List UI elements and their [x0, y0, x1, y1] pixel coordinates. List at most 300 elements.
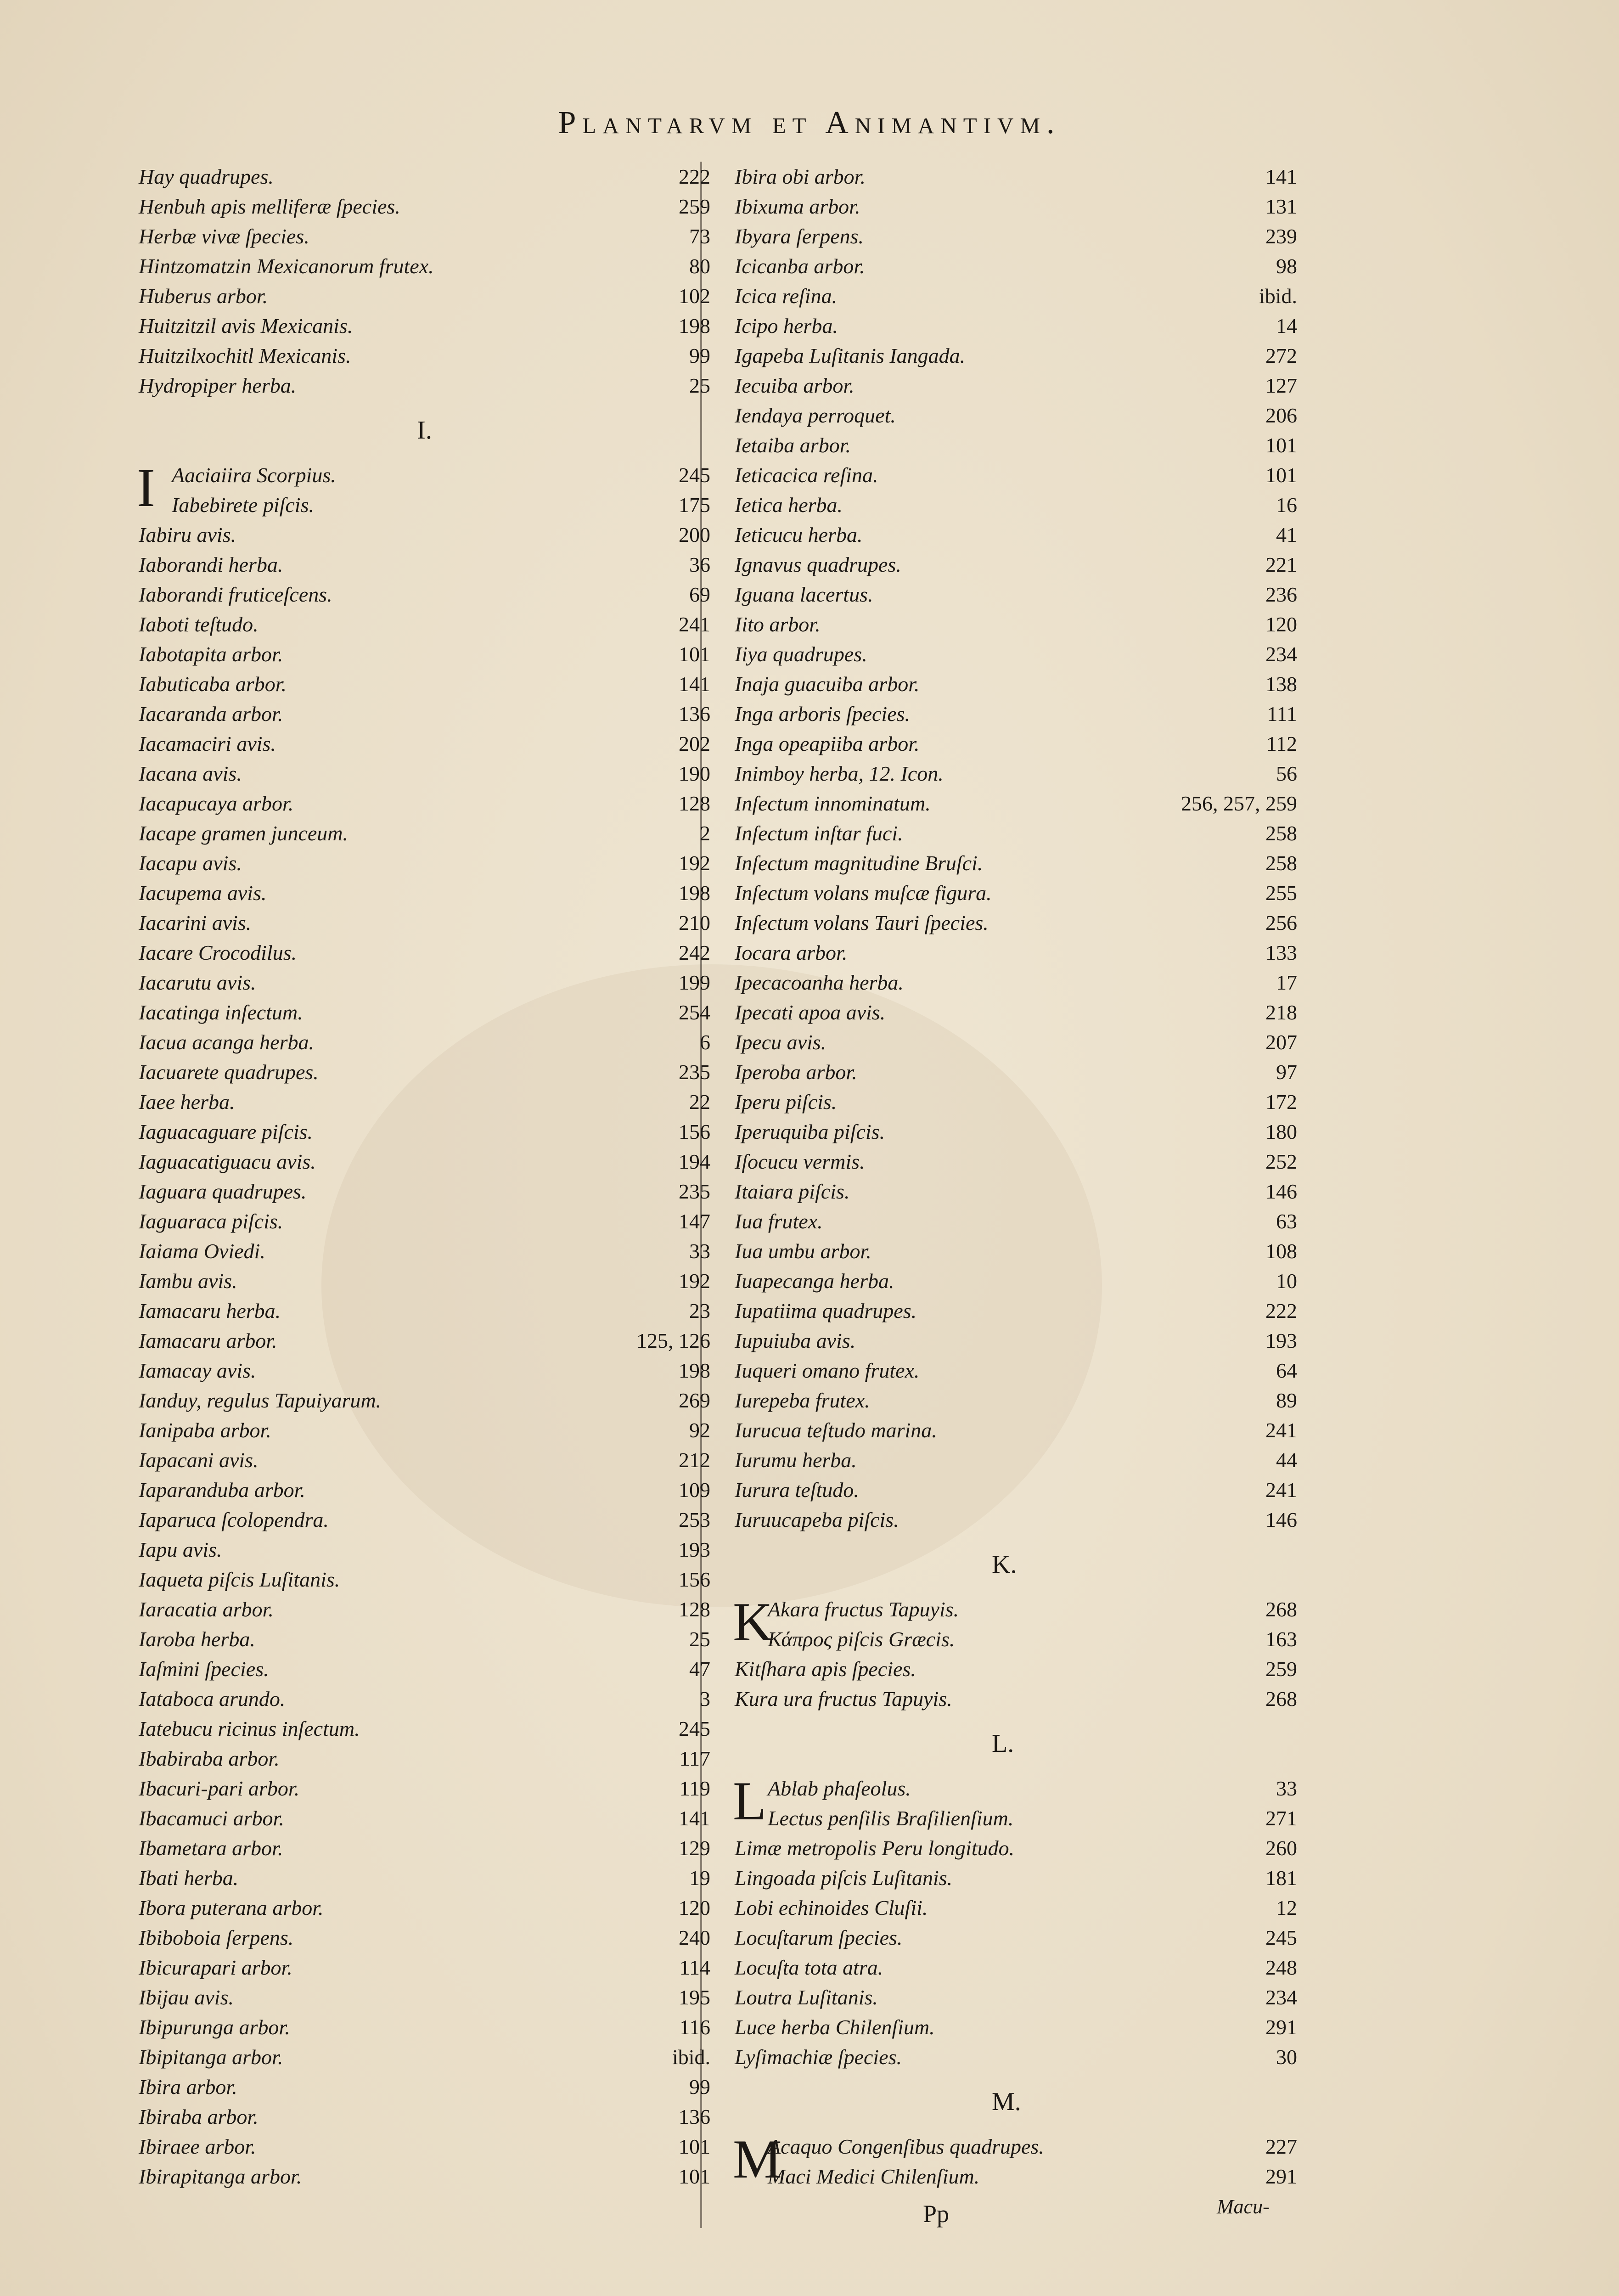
- index-entry: [735, 2161, 1297, 2191]
- index-entry: [735, 1654, 1297, 1684]
- index-entry: [139, 1714, 710, 1744]
- entry-name: Ianduy, regulus Tapuiyarum.: [139, 1389, 382, 1412]
- entry-page: 192: [679, 851, 710, 875]
- entry-name: Ablab phaſeolus.: [768, 1777, 911, 1800]
- entry-name: Ieticacica reſina.: [735, 463, 878, 487]
- entry-page: 222: [1265, 1299, 1297, 1322]
- entry-name: Iupatiima quadrupes.: [735, 1299, 917, 1322]
- entry-page: 268: [1265, 1687, 1297, 1711]
- index-entry: [735, 1117, 1297, 1147]
- entry-name: Kitſhara apis ſpecies.: [735, 1657, 916, 1681]
- entry-page: 234: [1265, 642, 1297, 666]
- index-entry: [735, 520, 1297, 550]
- index-entry: [735, 1475, 1297, 1505]
- index-entry: [139, 699, 710, 729]
- entry-page: 2: [700, 822, 710, 845]
- entry-page: 141: [679, 1806, 710, 1830]
- entry-page: 236: [1265, 583, 1297, 606]
- signature-mark: Pp: [923, 2200, 950, 2228]
- entry-name: Iſocucu vermis.: [735, 1150, 865, 1173]
- drop-cap: K: [733, 1591, 773, 1652]
- entry-name: Iacaranda arbor.: [139, 702, 283, 726]
- entry-page: 156: [679, 1120, 710, 1143]
- index-entry: [139, 1923, 710, 1953]
- entry-page: 198: [679, 881, 710, 905]
- entry-name: Iaqueta piſcis Luſitanis.: [139, 1568, 340, 1591]
- entry-page: 207: [1265, 1030, 1297, 1054]
- entry-page: 193: [679, 1538, 710, 1561]
- entry-name: Iacupema avis.: [139, 881, 267, 905]
- entry-name: Huitzitzil avis Mexicanis.: [139, 314, 353, 338]
- index-entry: [735, 669, 1297, 699]
- entry-name: Lobi echinoides Cluſii.: [735, 1896, 928, 1919]
- entry-name: Inga opeapiiba arbor.: [735, 732, 920, 755]
- entry-name: Iurepeba frutex.: [735, 1389, 870, 1412]
- index-entry: [139, 1027, 710, 1057]
- drop-cap: L: [733, 1770, 767, 1831]
- entry-page: 175: [679, 493, 710, 517]
- entry-name: Ipecu avis.: [735, 1030, 826, 1054]
- entry-name: Limæ metropolis Peru longitudo.: [735, 1836, 1015, 1860]
- entry-page: 193: [1265, 1329, 1297, 1352]
- entry-page: 245: [679, 1717, 710, 1740]
- index-entry: [735, 609, 1297, 639]
- entry-name: Iabuticaba arbor.: [139, 672, 287, 696]
- section-heading-i: I.: [417, 416, 432, 445]
- entry-page: 99: [689, 2075, 710, 2099]
- index-entry: [139, 729, 710, 759]
- index-entry: [139, 1356, 710, 1385]
- entry-page: 125, 126: [636, 1329, 710, 1352]
- index-entry: [139, 1863, 710, 1893]
- index-entry: [139, 490, 710, 520]
- entry-name: Ibabiraba arbor.: [139, 1747, 280, 1770]
- entry-name: Herbæ vivæ ſpecies.: [139, 225, 309, 248]
- entry-name: Iuapecanga herba.: [735, 1269, 894, 1293]
- entry-name: Iurucua teſtudo marina.: [735, 1418, 937, 1442]
- entry-name: Inga arboris ſpecies.: [735, 702, 911, 726]
- index-entry: [139, 1833, 710, 1863]
- entry-name: Iamacaru arbor.: [139, 1329, 277, 1352]
- index-entry: [139, 1057, 710, 1087]
- entry-page: 180: [1265, 1120, 1297, 1143]
- index-entry: [735, 1266, 1297, 1296]
- entry-name: Iocara arbor.: [735, 941, 848, 964]
- index-entry: [139, 1296, 710, 1326]
- entry-name: Iperoba arbor.: [735, 1060, 857, 1084]
- entry-name: Ietaiba arbor.: [735, 433, 851, 457]
- entry-page: 141: [1265, 165, 1297, 188]
- section-heading-m: M.: [992, 2088, 1021, 2116]
- entry-page: 41: [1276, 523, 1297, 546]
- entry-page: 254: [679, 1001, 710, 1024]
- entry-name: Iacuarete quadrupes.: [139, 1060, 319, 1084]
- index-entry: [735, 1863, 1297, 1893]
- entry-name: Icicanba arbor.: [735, 254, 865, 278]
- entry-name: Inaja guacuiba arbor.: [735, 672, 920, 696]
- entry-name: Ibixuma arbor.: [735, 195, 860, 218]
- entry-page: 98: [1276, 254, 1297, 278]
- catchword: Macu-: [1217, 2195, 1270, 2218]
- index-entry: [139, 968, 710, 997]
- index-entry: [735, 490, 1297, 520]
- entry-name: Iaiama Oviedi.: [139, 1239, 265, 1263]
- entry-page: 241: [1265, 1418, 1297, 1442]
- entry-name: Luce herba Chilenſium.: [735, 2015, 935, 2039]
- entry-name: Hydropiper herba.: [139, 374, 297, 397]
- index-entry: [735, 162, 1297, 191]
- index-entry: [735, 1027, 1297, 1057]
- index-entry: [735, 1982, 1297, 2012]
- entry-name: Hay quadrupes.: [139, 165, 274, 188]
- entry-page: 291: [1265, 2015, 1297, 2039]
- entry-page: 19: [689, 1866, 710, 1890]
- index-entry: [139, 639, 710, 669]
- index-entry: [735, 2042, 1297, 2072]
- index-entry: [139, 281, 710, 311]
- index-entry: [139, 1684, 710, 1714]
- index-entry: [735, 1087, 1297, 1117]
- entry-name: Iaborandi herba.: [139, 553, 283, 576]
- entry-name: Iamacay avis.: [139, 1359, 256, 1382]
- entry-name: Iaparanduba arbor.: [139, 1478, 305, 1502]
- index-entry: [735, 1326, 1297, 1356]
- entry-page: 256: [1265, 911, 1297, 934]
- entry-name: Inſectum inſtar fuci.: [735, 822, 903, 845]
- entry-page: 200: [679, 523, 710, 546]
- entry-page: 69: [689, 583, 710, 606]
- entry-name: Iurura teſtudo.: [735, 1478, 859, 1502]
- entry-page: 36: [689, 553, 710, 576]
- entry-page: 163: [1265, 1627, 1297, 1651]
- index-entry: [139, 1475, 710, 1505]
- entry-page: ibid.: [1259, 284, 1297, 308]
- index-entry: [735, 550, 1297, 580]
- index-entry: [139, 550, 710, 580]
- entry-page: 212: [679, 1448, 710, 1472]
- entry-page: 25: [689, 1627, 710, 1651]
- entry-page: 181: [1265, 1866, 1297, 1890]
- entry-name: Igapeba Luſitanis Iangada.: [735, 344, 966, 367]
- entry-page: 101: [1265, 463, 1297, 487]
- entry-name: Ipecati apoa avis.: [735, 1001, 886, 1024]
- index-entry: [139, 1953, 710, 1982]
- entry-name: Iambu avis.: [139, 1269, 237, 1293]
- entry-page: 102: [679, 284, 710, 308]
- entry-page: 25: [689, 374, 710, 397]
- entry-name: Akara fructus Tapuyis.: [768, 1598, 959, 1621]
- entry-name: Inſectum innominatum.: [735, 792, 931, 815]
- entry-page: 259: [679, 195, 710, 218]
- entry-page: 33: [1276, 1777, 1297, 1800]
- entry-name: Huberus arbor.: [139, 284, 268, 308]
- entry-name: Ipecacoanha herba.: [735, 971, 904, 994]
- entry-page: 271: [1265, 1806, 1297, 1830]
- entry-page: 198: [679, 1359, 710, 1382]
- entry-name: Iacua acanga herba.: [139, 1030, 314, 1054]
- entry-page: 291: [1265, 2165, 1297, 2188]
- entry-page: 22: [689, 1090, 710, 1114]
- index-entry: [735, 341, 1297, 371]
- entry-page: 138: [1265, 672, 1297, 696]
- index-entry: [139, 580, 710, 609]
- entry-name: Ibiboboia ſerpens.: [139, 1926, 294, 1949]
- entry-page: 101: [1265, 433, 1297, 457]
- entry-page: 136: [679, 702, 710, 726]
- index-entry: [139, 1654, 710, 1684]
- entry-page: 198: [679, 314, 710, 338]
- entry-page: 136: [679, 2105, 710, 2128]
- entry-page: 146: [1265, 1180, 1297, 1203]
- entry-name: Iaguacaguare piſcis.: [139, 1120, 313, 1143]
- index-entry: [139, 1744, 710, 1773]
- entry-page: 131: [1265, 195, 1297, 218]
- entry-name: Ibyara ſerpens.: [735, 225, 864, 248]
- entry-page: 129: [679, 1836, 710, 1860]
- entry-page: 192: [679, 1269, 710, 1293]
- entry-name: Iaguaraca piſcis.: [139, 1210, 283, 1233]
- index-entry: [139, 1624, 710, 1654]
- section-heading-l: L.: [992, 1729, 1014, 1758]
- entry-page: 252: [1265, 1150, 1297, 1173]
- entry-name: Iuruucapeba piſcis.: [735, 1508, 899, 1531]
- index-entry: [139, 162, 710, 191]
- index-entry: [735, 1833, 1297, 1863]
- entry-name: Ibacamuci arbor.: [139, 1806, 284, 1830]
- entry-name: Ibipitanga arbor.: [139, 2045, 283, 2069]
- index-entry: [735, 997, 1297, 1027]
- entry-name: Icica reſina.: [735, 284, 838, 308]
- entry-name: Ibijau avis.: [139, 1986, 234, 2009]
- index-entry: [735, 938, 1297, 968]
- entry-name: Iperuquiba piſcis.: [735, 1120, 885, 1143]
- index-entry: [735, 878, 1297, 908]
- entry-page: 120: [679, 1896, 710, 1919]
- entry-name: Ibametara arbor.: [139, 1836, 283, 1860]
- entry-page: 235: [679, 1060, 710, 1084]
- entry-name: Iacatinga inſectum.: [139, 1001, 303, 1024]
- index-entry: [735, 699, 1297, 729]
- entry-page: 33: [689, 1239, 710, 1263]
- entry-name: Ieticucu herba.: [735, 523, 863, 546]
- index-entry: [735, 1176, 1297, 1206]
- entry-name: Iiya quadrupes.: [735, 642, 867, 666]
- index-entry: [139, 2161, 710, 2191]
- entry-page: 128: [679, 1598, 710, 1621]
- index-entry: [139, 311, 710, 341]
- index-entry: [735, 848, 1297, 878]
- index-entry: [735, 430, 1297, 460]
- entry-name: Iaboti teſtudo.: [139, 613, 259, 636]
- index-entry: [139, 1505, 710, 1535]
- entry-page: 218: [1265, 1001, 1297, 1024]
- index-entry: [735, 400, 1297, 430]
- index-entry: [735, 1624, 1297, 1654]
- index-entry: [139, 1385, 710, 1415]
- entry-page: 63: [1276, 1210, 1297, 1233]
- index-entry: [139, 908, 710, 938]
- entry-name: Inſectum volans Tauri ſpecies.: [735, 911, 989, 934]
- entry-name: Iaroba herba.: [139, 1627, 255, 1651]
- entry-name: Iecuiba arbor.: [735, 374, 854, 397]
- entry-page: 190: [679, 762, 710, 785]
- entry-name: Iurumu herba.: [735, 1448, 857, 1472]
- entry-name: Inimboy herba, 12. Icon.: [735, 762, 944, 785]
- entry-name: Aaciaiira Scorpius.: [172, 463, 336, 487]
- index-entry: [735, 1415, 1297, 1445]
- entry-page: 260: [1265, 1836, 1297, 1860]
- section-heading-k: K.: [992, 1550, 1017, 1579]
- entry-name: Iabotapita arbor.: [139, 642, 283, 666]
- entry-name: Iatebucu ricinus inſectum.: [139, 1717, 360, 1740]
- entry-page: 241: [1265, 1478, 1297, 1502]
- index-entry: [735, 1445, 1297, 1475]
- entry-page: 6: [700, 1030, 710, 1054]
- entry-name: Iito arbor.: [735, 613, 821, 636]
- entry-name: Ianipaba arbor.: [139, 1418, 271, 1442]
- entry-page: 245: [679, 463, 710, 487]
- entry-name: Henbuh apis melliferæ ſpecies.: [139, 195, 400, 218]
- entry-name: Iacape gramen junceum.: [139, 822, 349, 845]
- entry-name: Iacarini avis.: [139, 911, 252, 934]
- entry-name: Huitzilxochitl Mexicanis.: [139, 344, 351, 367]
- entry-page: 127: [1265, 374, 1297, 397]
- index-entry: [735, 1356, 1297, 1385]
- index-entry: [735, 1147, 1297, 1176]
- entry-name: Iacamaciri avis.: [139, 732, 276, 755]
- entry-name: Iamacaru herba.: [139, 1299, 281, 1322]
- index-entry: [139, 2102, 710, 2132]
- index-entry: [735, 1953, 1297, 1982]
- index-entry: [139, 1803, 710, 1833]
- entry-name: Iaracatia arbor.: [139, 1598, 274, 1621]
- index-entry: [139, 520, 710, 550]
- entry-name: Iabebirete piſcis.: [172, 493, 314, 517]
- entry-name: Kura ura fructus Tapuyis.: [735, 1687, 952, 1711]
- entry-name: Iacare Crocodilus.: [139, 941, 297, 964]
- entry-page: 206: [1265, 404, 1297, 427]
- entry-page: 89: [1276, 1389, 1297, 1412]
- entry-page: 116: [679, 2015, 710, 2039]
- entry-page: 227: [1265, 2135, 1297, 2158]
- entry-page: 258: [1265, 851, 1297, 875]
- index-entry: [735, 191, 1297, 221]
- entry-page: 199: [679, 971, 710, 994]
- page-header: Plantarvm et Animantivm.: [558, 105, 1061, 141]
- right-column: [735, 162, 1297, 2191]
- entry-page: 73: [689, 225, 710, 248]
- entry-page: 194: [679, 1150, 710, 1173]
- entry-name: Iaguara quadrupes.: [139, 1180, 307, 1203]
- index-entry: [139, 221, 710, 251]
- index-entry: [139, 788, 710, 818]
- entry-name: Iaguacatiguacu avis.: [139, 1150, 316, 1173]
- entry-page: 114: [679, 1956, 710, 1979]
- entry-name: Ibira arbor.: [139, 2075, 237, 2099]
- index-entry: [735, 788, 1297, 818]
- index-entry: [139, 848, 710, 878]
- entry-name: Iabiru avis.: [139, 523, 236, 546]
- index-entry: [735, 311, 1297, 341]
- entry-name: Itaiara piſcis.: [735, 1180, 850, 1203]
- index-entry: [735, 1296, 1297, 1326]
- entry-name: Iaborandi fruticeſcens.: [139, 583, 332, 606]
- entry-name: Ibiraba arbor.: [139, 2105, 259, 2128]
- entry-page: 16: [1276, 493, 1297, 517]
- index-entry: [139, 251, 710, 281]
- left-column: [139, 162, 710, 2191]
- index-entry: [139, 2072, 710, 2102]
- index-entry: [139, 1206, 710, 1236]
- entry-page: 30: [1276, 2045, 1297, 2069]
- index-entry: [735, 818, 1297, 848]
- entry-page: 172: [1265, 1090, 1297, 1114]
- entry-page: 10: [1276, 1269, 1297, 1293]
- index-entry: [735, 371, 1297, 400]
- drop-cap: I: [137, 457, 155, 518]
- entry-name: Locuſtarum ſpecies.: [735, 1926, 903, 1949]
- index-entry: [139, 997, 710, 1027]
- entry-name: Ibirapitanga arbor.: [139, 2165, 302, 2188]
- entry-name: Loutra Luſitanis.: [735, 1986, 878, 2009]
- index-entry: [735, 221, 1297, 251]
- index-entry: [139, 1982, 710, 2012]
- index-entry: [139, 1773, 710, 1803]
- entry-name: Iendaya perroquet.: [735, 404, 896, 427]
- index-entry: [139, 669, 710, 699]
- entry-page: 47: [689, 1657, 710, 1681]
- entry-name: Iguana lacertus.: [735, 583, 873, 606]
- entry-name: Iapu avis.: [139, 1538, 222, 1561]
- entry-page: 222: [679, 165, 710, 188]
- entry-name: Hintzomatzin Mexicanorum frutex.: [139, 254, 434, 278]
- entry-page: 259: [1265, 1657, 1297, 1681]
- index-entry: [139, 759, 710, 788]
- index-entry: [139, 609, 710, 639]
- index-entry: [735, 968, 1297, 997]
- index-entry: [735, 1893, 1297, 1923]
- entry-name: Ibati herba.: [139, 1866, 239, 1890]
- index-entry: [139, 191, 710, 221]
- entry-page: 64: [1276, 1359, 1297, 1382]
- entry-page: 248: [1265, 1956, 1297, 1979]
- index-entry: [139, 818, 710, 848]
- entry-page: 202: [679, 732, 710, 755]
- entry-page: 12: [1276, 1896, 1297, 1919]
- entry-name: Iacapucaya arbor.: [139, 792, 294, 815]
- index-entry: [735, 1505, 1297, 1535]
- entry-name: Iua frutex.: [735, 1210, 823, 1233]
- entry-page: 108: [1265, 1239, 1297, 1263]
- entry-page: 156: [679, 1568, 710, 1591]
- index-entry: [735, 759, 1297, 788]
- entry-page: 3: [700, 1687, 710, 1711]
- entry-page: 147: [679, 1210, 710, 1233]
- entry-page: 119: [679, 1777, 710, 1800]
- index-entry: [735, 729, 1297, 759]
- entry-name: Lingoada piſcis Luſitanis.: [735, 1866, 953, 1890]
- index-entry: [735, 1057, 1297, 1087]
- entry-page: ibid.: [672, 2045, 710, 2069]
- entry-name: Iacapu avis.: [139, 851, 242, 875]
- entry-page: 111: [1267, 702, 1297, 726]
- index-entry: [139, 1564, 710, 1594]
- index-entry: [139, 938, 710, 968]
- entry-page: 241: [679, 613, 710, 636]
- entry-name: Iaparuca ſcolopendra.: [139, 1508, 329, 1531]
- entry-page: 109: [679, 1478, 710, 1502]
- entry-name: Iua umbu arbor.: [735, 1239, 871, 1263]
